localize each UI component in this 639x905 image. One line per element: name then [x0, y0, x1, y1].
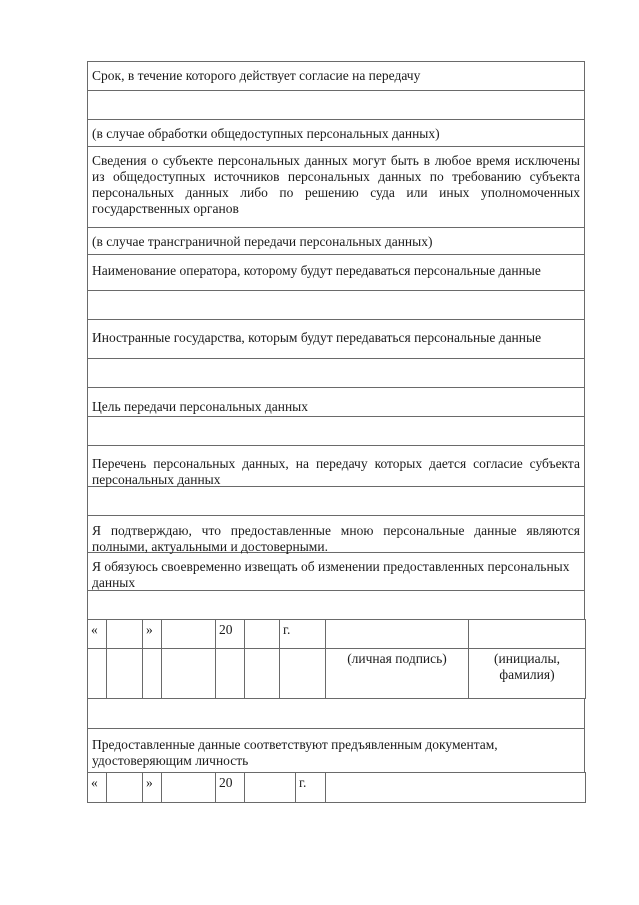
verified-statement: Предоставленные данные соответствуют предъявленным документам, удостоверяющим личность	[87, 728, 585, 772]
confirm-statement: Я подтверждаю, что предоставленные мною персональные данные являются полными, актуальными и достоверными.	[87, 515, 585, 552]
initials-field[interactable]	[469, 620, 586, 649]
spacer-row	[87, 590, 585, 619]
data-list-field[interactable]	[87, 486, 585, 515]
personal-signature-caption: (личная подпись)	[326, 649, 469, 699]
year-prefix: 20	[216, 620, 245, 649]
month2-field[interactable]	[162, 773, 216, 803]
date2-open-quote: «	[88, 773, 107, 803]
year2-prefix: 20	[216, 773, 245, 803]
obligation-statement: Я обязуюсь своевременно извещать об изменении предоставленных персональных данных	[87, 552, 585, 590]
verification-date-row	[88, 773, 586, 803]
consent-period-field[interactable]	[87, 90, 585, 119]
day2-field[interactable]	[107, 773, 143, 803]
day-field[interactable]	[107, 620, 143, 649]
initials-surname-caption: (инициалы, фамилия)	[469, 649, 586, 699]
year-field[interactable]	[245, 620, 280, 649]
year2-field[interactable]	[245, 773, 296, 803]
verifier-signature-field[interactable]	[326, 773, 586, 803]
date-open-quote: «	[88, 620, 107, 649]
transfer-purpose-label: Цель передачи персональных данных	[87, 387, 585, 416]
public-data-info: Сведения о субъекте персональных данных могут быть в любое время исключены из общедоступных источников персональных данных по требованию субъекта персональных данных либо по решению суда или иных уполномоченных государственных органов	[87, 146, 585, 227]
date-close-quote: »	[143, 620, 162, 649]
crossborder-header: (в случае трансграничной передачи персональных данных)	[87, 227, 585, 254]
year-suffix: г.	[280, 620, 326, 649]
spacer-row-2	[87, 699, 585, 728]
data-list-label: Перечень персональных данных, на передачу которых дается согласие субъекта персональных данных	[87, 445, 585, 486]
date-row	[88, 620, 586, 649]
consent-form	[87, 61, 585, 803]
operator-name-label: Наименование оператора, которому будут передаваться персональные данные	[87, 254, 585, 290]
public-data-header: (в случае обработки общедоступных персональных данных)	[87, 119, 585, 146]
signature-field[interactable]	[326, 620, 469, 649]
date2-close-quote: »	[143, 773, 162, 803]
signature-date-table	[87, 619, 586, 699]
month-field[interactable]	[162, 620, 216, 649]
signature-captions-row	[88, 649, 586, 699]
consent-period-label: Срок, в течение которого действует согласие на передачу	[87, 61, 585, 90]
operator-name-field[interactable]	[87, 290, 585, 319]
foreign-states-field[interactable]	[87, 358, 585, 387]
verification-date-table	[87, 772, 586, 803]
year2-suffix: г.	[296, 773, 326, 803]
foreign-states-label: Иностранные государства, которым будут передаваться персональные данные	[87, 319, 585, 358]
transfer-purpose-field[interactable]	[87, 416, 585, 445]
